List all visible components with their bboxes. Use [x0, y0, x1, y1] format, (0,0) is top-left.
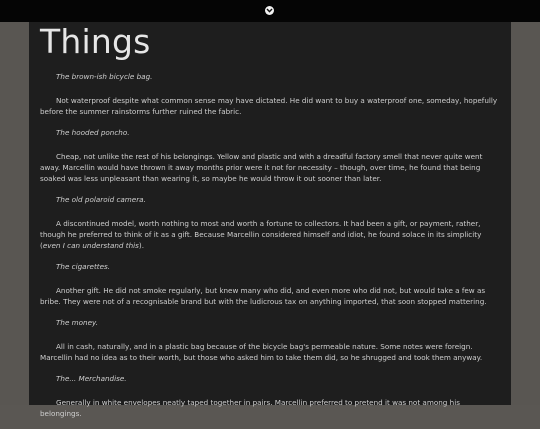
chevron-down-icon[interactable]: [265, 6, 274, 15]
page-title: Things: [40, 22, 151, 61]
item-heading-poncho: The hooded poncho.: [56, 128, 130, 137]
item-body-bag: Not waterproof despite what common sense may have dictated. He did want to buy a waterproof one, someday, hopefully before the summer rainstorms further ruined the fabric.: [40, 96, 498, 116]
item-body-poncho: Cheap, not unlike the rest of his belongings. Yellow and plastic and with a dreadful factory smell that never quite went away. Marcellin would have thrown it away months prior were it not for necessity – though, over time, he found that being soaked was less unpleasant than wearing it, so maybe he would throw it out sooner than later.: [40, 152, 483, 183]
item-body-money: All in cash, naturally, and in a plastic bag because of the bicycle bag's permeable nature. Some notes were foreign. Marcellin had no idea as to their worth, but those who asked him to take them did, so he shrugged and took them anyway.: [40, 342, 483, 362]
item-heading-cigarettes: The cigarettes.: [56, 262, 111, 271]
right-margin: [511, 22, 540, 405]
item-heading-bag: The brown-ish bicycle bag.: [56, 72, 153, 81]
item-heading-merchandise: The... Merchandise.: [56, 374, 127, 383]
item-body-camera-text: A discontinued model, worth nothing to most and worth a fortune to collectors. It had been a gift, or payment, rather, though he preferred to think of it as a gift. Because Marcellin considered himself and idiot, he found solace in its simplicity (: [40, 219, 482, 250]
item-body-camera-emphasis: even I can understand this: [42, 241, 139, 250]
left-margin: [0, 22, 29, 405]
item-body-cigarettes: Another gift. He did not smoke regularly, but knew many who did, and even more who did not, but would take a few as bribe. They were not of a recognisable brand but with the ludicrous tax on anything imported, that soon stopped mattering.: [40, 286, 487, 306]
item-heading-money: The money.: [56, 318, 99, 327]
item-body-merchandise: Generally in white envelopes neatly taped together in pairs. Marcellin preferred to pretend it was not among his belongings.: [40, 398, 460, 418]
item-body-camera: [40, 218, 502, 251]
item-body-camera-end: ).: [138, 241, 144, 250]
page-content: [29, 22, 511, 418]
top-bar: [0, 0, 540, 22]
article-body: [40, 71, 502, 429]
item-heading-camera: The old polaroid camera.: [56, 195, 146, 204]
